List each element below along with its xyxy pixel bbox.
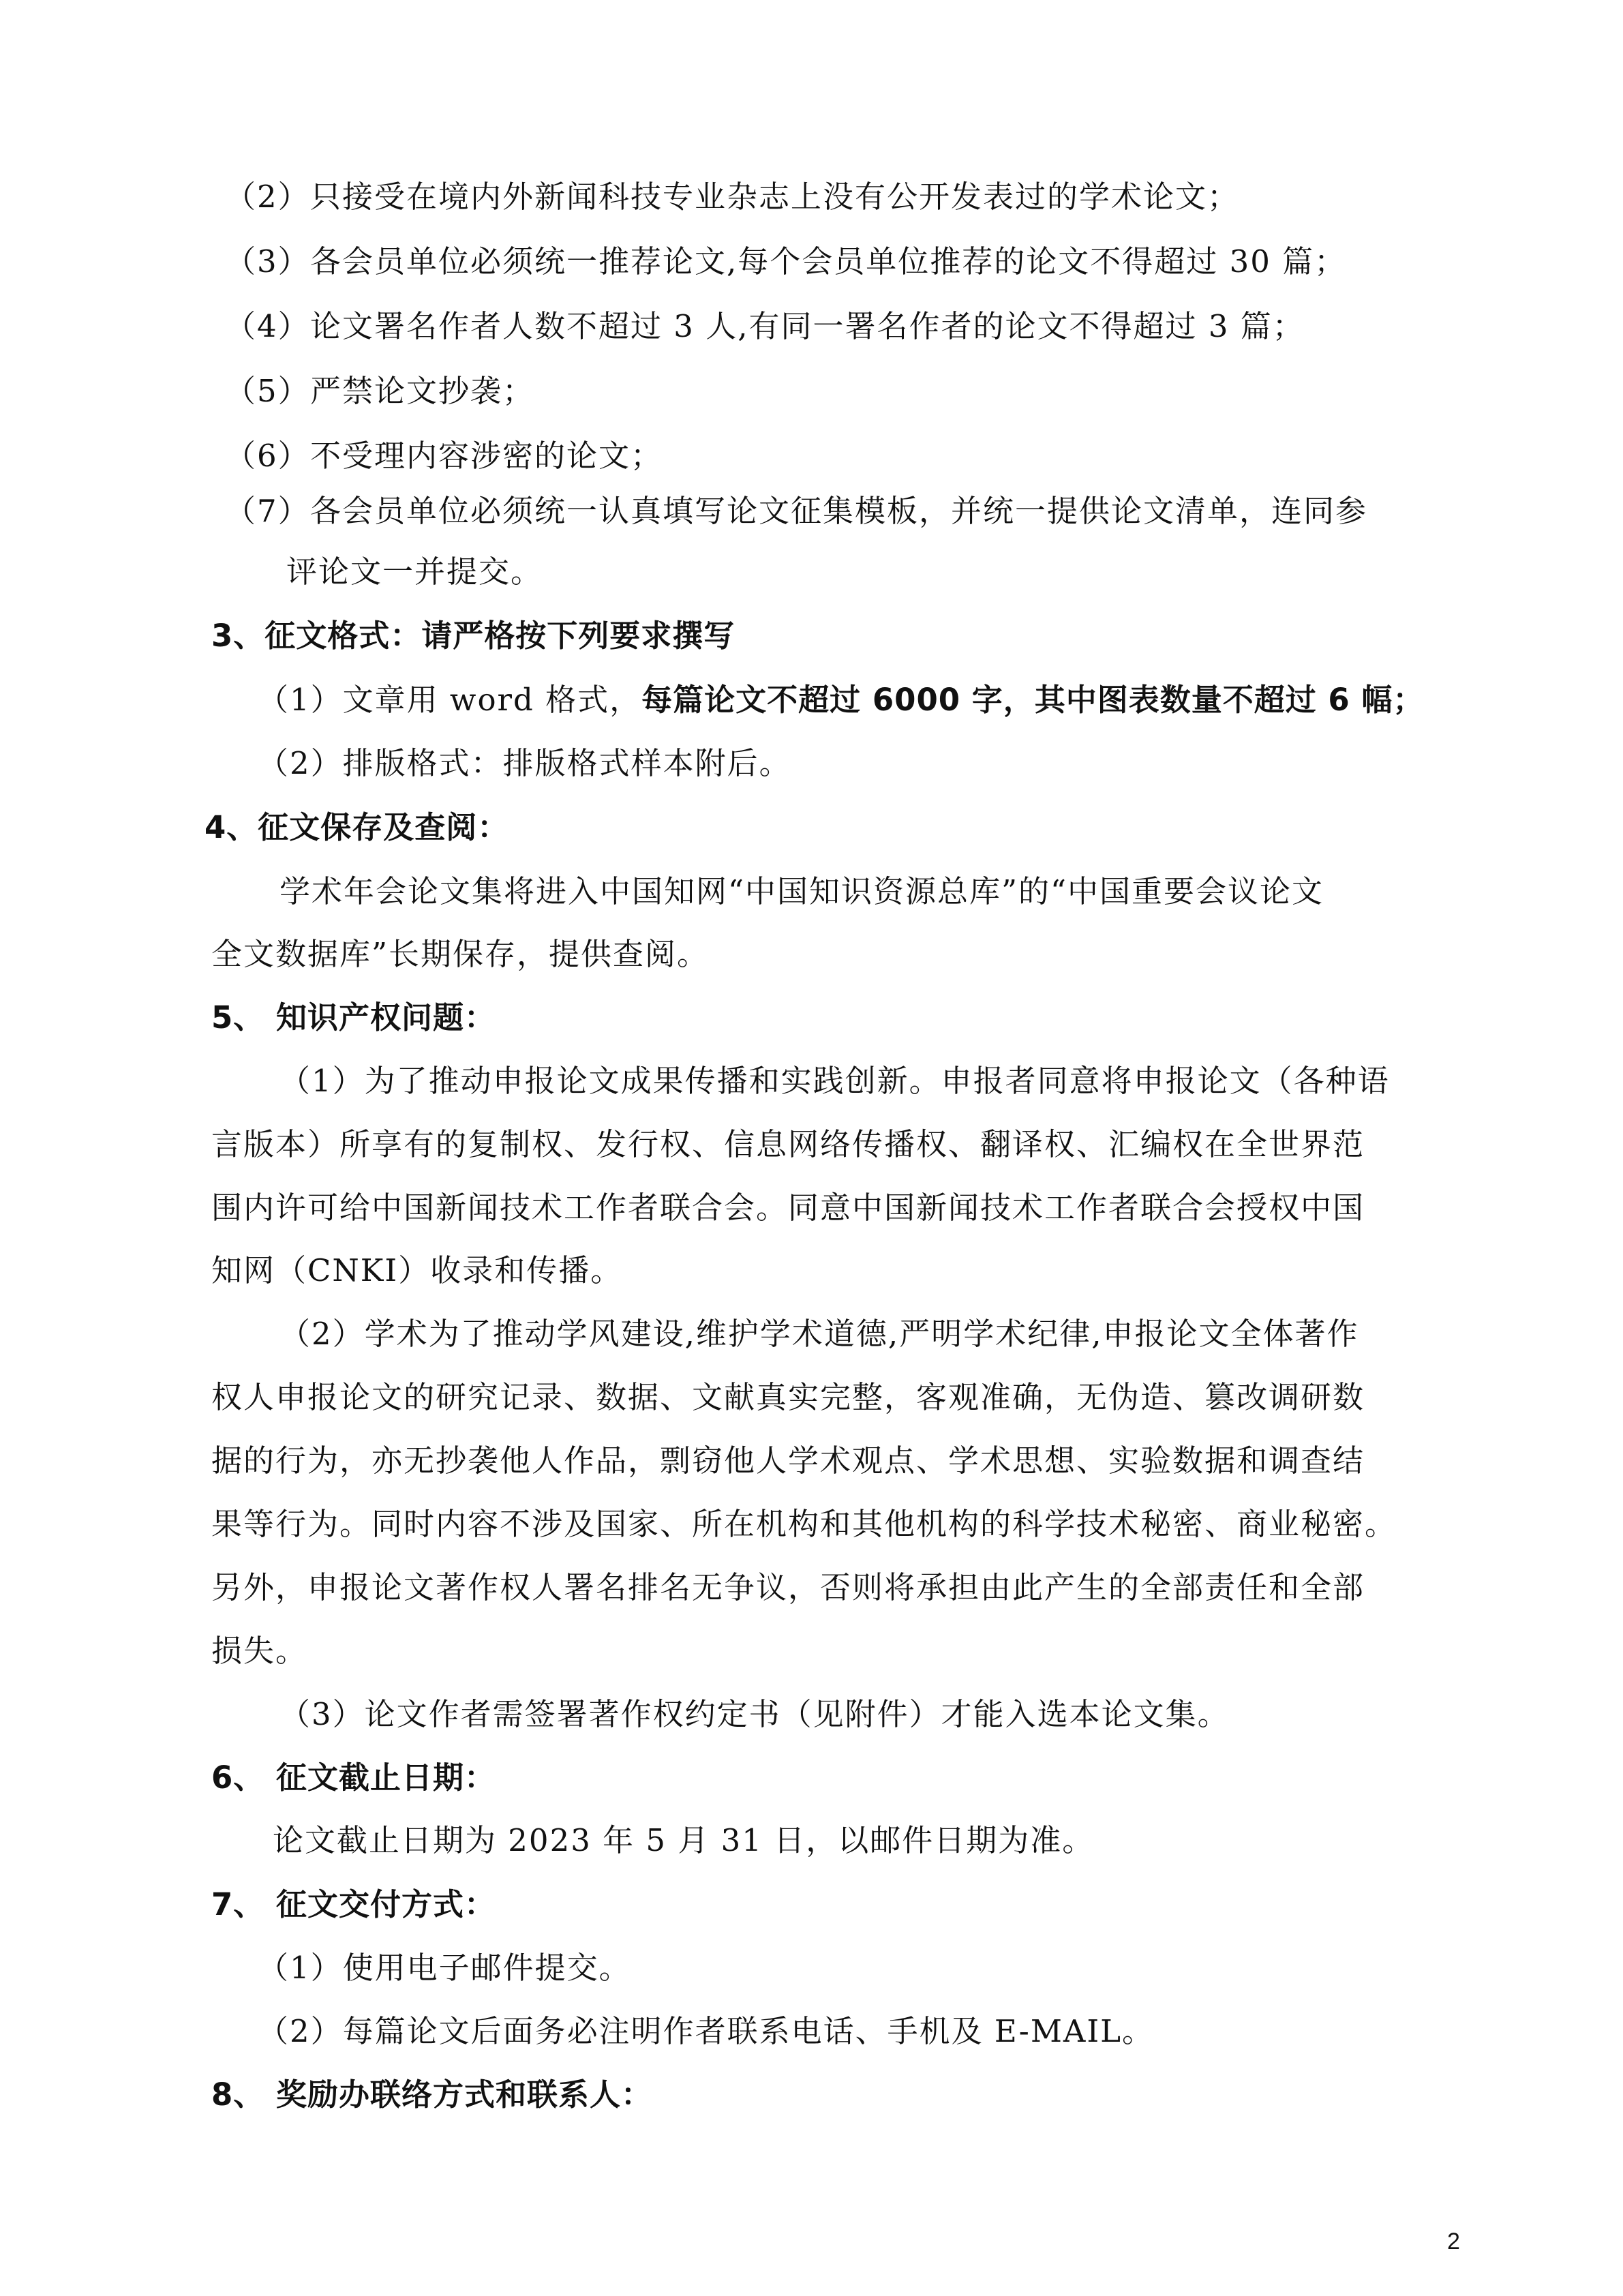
section-5-p2-line-1: （2）学术为了推动学风建设,维护学术道德,严明学术纪律,申报论文全体著作	[279, 1316, 1359, 1352]
section-7-item-2: （2）每篇论文后面务必注明作者联系电话、手机及 E-MAIL。	[258, 2013, 1155, 2049]
section-8-heading: 8、 奖励办联络方式和联系人：	[211, 2076, 652, 2113]
section-7-item-1: （1）使用电子邮件提交。	[258, 1950, 631, 1986]
item-5-text: 严禁论文抄袭；	[310, 373, 535, 409]
section-5-p1-line-3: 围内许可给中国新闻技术工作者联合会。同意中国新闻技术工作者联合会授权中国	[211, 1190, 1365, 1226]
section-4-line-2: 全文数据库”长期保存，提供查阅。	[211, 936, 710, 972]
item-7-text: 各会员单位必须统一认真填写论文征集模板，并统一提供论文清单，连同参	[310, 493, 1368, 529]
item-6-number: （6）	[225, 438, 310, 474]
item-4-number: （4）	[225, 308, 310, 344]
section-5-p2-line-4: 果等行为。同时内容不涉及国家、所在机构和其他机构的科学技术秘密、商业秘密。	[211, 1506, 1397, 1542]
item-2-number: （2）	[225, 179, 310, 215]
item-3-number: （3）	[225, 243, 310, 280]
section-6-text: 论文截止日期为 2023 年 5 月 31 日，以邮件日期为准。	[273, 1822, 1095, 1858]
section-4-heading: 4、征文保存及查阅：	[204, 809, 509, 845]
section-3-item-1-prefix: （1）文章用 word 格式，	[258, 682, 642, 718]
item-7-number: （7）	[225, 493, 310, 529]
item-7-continuation: 评论文一并提交。	[286, 554, 543, 590]
section-3-heading: 3、征文格式：请严格按下列要求撰写	[211, 618, 735, 654]
item-3-text: 各会员单位必须统一推荐论文,每个会员单位推荐的论文不得超过 30 篇；	[310, 243, 1347, 280]
section-4-line-1: 学术年会论文集将进入中国知网“中国知识资源总库”的“中国重要会议论文	[279, 873, 1324, 909]
section-5-heading: 5、 知识产权问题：	[211, 999, 496, 1036]
section-5-p1-line-2: 言版本）所享有的复制权、发行权、信息网络传播权、翻译权、汇编权在全世界范	[211, 1126, 1365, 1162]
item-2-text: 只接受在境内外新闻科技专业杂志上没有公开发表过的学术论文；	[310, 179, 1240, 215]
section-3-item-1-bold: 每篇论文不超过 6000 字，其中图表数量不超过 6 幅；	[641, 682, 1425, 718]
section-5-p2-line-6: 损失。	[211, 1633, 308, 1669]
item-4-text: 论文署名作者人数不超过 3 人,有同一署名作者的论文不得超过 3 篇；	[310, 308, 1305, 344]
page-number: 2	[1447, 2229, 1460, 2254]
item-6-text: 不受理内容涉密的论文；	[310, 438, 663, 474]
item-5-number: （5）	[225, 373, 310, 409]
section-5-p2-line-2: 权人申报论文的研究记录、数据、文献真实完整，客观准确，无伪造、篡改调研数	[211, 1379, 1365, 1415]
section-6-heading: 6、 征文截止日期：	[211, 1759, 496, 1796]
section-5-p2-line-5: 另外，申报论文著作权人署名排名无争议，否则将承担由此产生的全部责任和全部	[211, 1569, 1365, 1605]
section-5-p1-line-1: （1）为了推动申报论文成果传播和实践创新。申报者同意将申报论文（各种语	[279, 1063, 1390, 1099]
section-5-p1-line-4: 知网（CNKI）收录和传播。	[211, 1252, 623, 1288]
section-5-p3: （3）论文作者需签署著作权约定书（见附件）才能入选本论文集。	[279, 1696, 1230, 1732]
section-3-item-1	[258, 680, 1424, 721]
section-7-heading: 7、 征文交付方式：	[211, 1886, 496, 1922]
section-3-item-2: （2）排版格式：排版格式样本附后。	[258, 745, 791, 781]
section-5-p2-line-3: 据的行为，亦无抄袭他人作品，剽窃他人学术观点、学术思想、实验数据和调查结	[211, 1442, 1365, 1479]
